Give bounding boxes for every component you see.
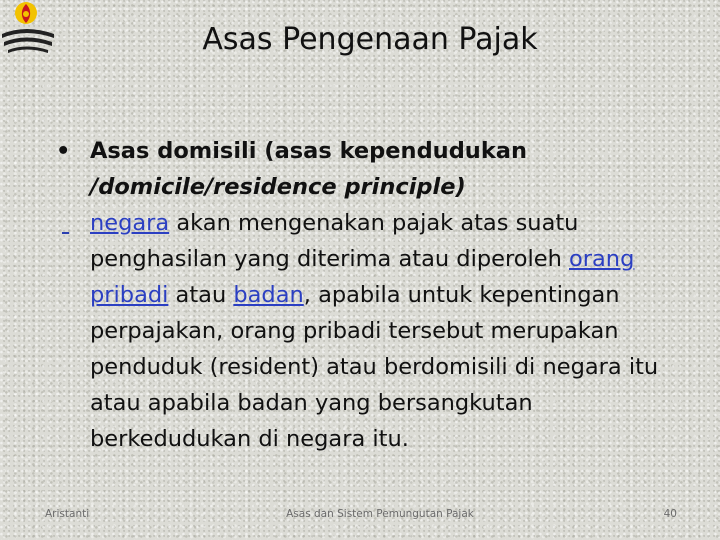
link-orang-pribadi[interactable]: orang pribadi: [90, 246, 635, 308]
bullet-heading: Asas domisili (asas kependudukan: [90, 138, 527, 164]
paragraph-segment: , apabila untuk kepentingan perpajakan, orang pribadi tersebut merupakan penduduk (resident) atau berdomisili di negara itu atau apabila badan yang bersangkutan berkedudukan di negara itu.: [90, 282, 659, 452]
bullet-icon: •: [56, 138, 71, 164]
bullet-item: [56, 133, 686, 205]
link-negara[interactable]: negara: [90, 210, 170, 236]
bullet-subheading: /domicile/residence principle): [90, 174, 466, 200]
page-number: 40: [663, 508, 677, 520]
indent-underline: [62, 205, 90, 241]
paragraph-segment: atau: [168, 282, 234, 308]
paragraph-segment: akan mengenakan pajak atas suatu penghasilan yang diterima atau diperoleh: [90, 210, 579, 272]
paragraph-text: [90, 210, 658, 452]
footer-author: Aristanti: [45, 508, 90, 520]
slide-content: [56, 133, 686, 457]
bullet-paragraph: [56, 205, 686, 457]
link-badan[interactable]: badan: [233, 282, 304, 308]
footer-title: Asas dan Sistem Pemungutan Pajak: [286, 508, 474, 520]
slide-title: Asas Pengenaan Pajak: [202, 22, 538, 57]
